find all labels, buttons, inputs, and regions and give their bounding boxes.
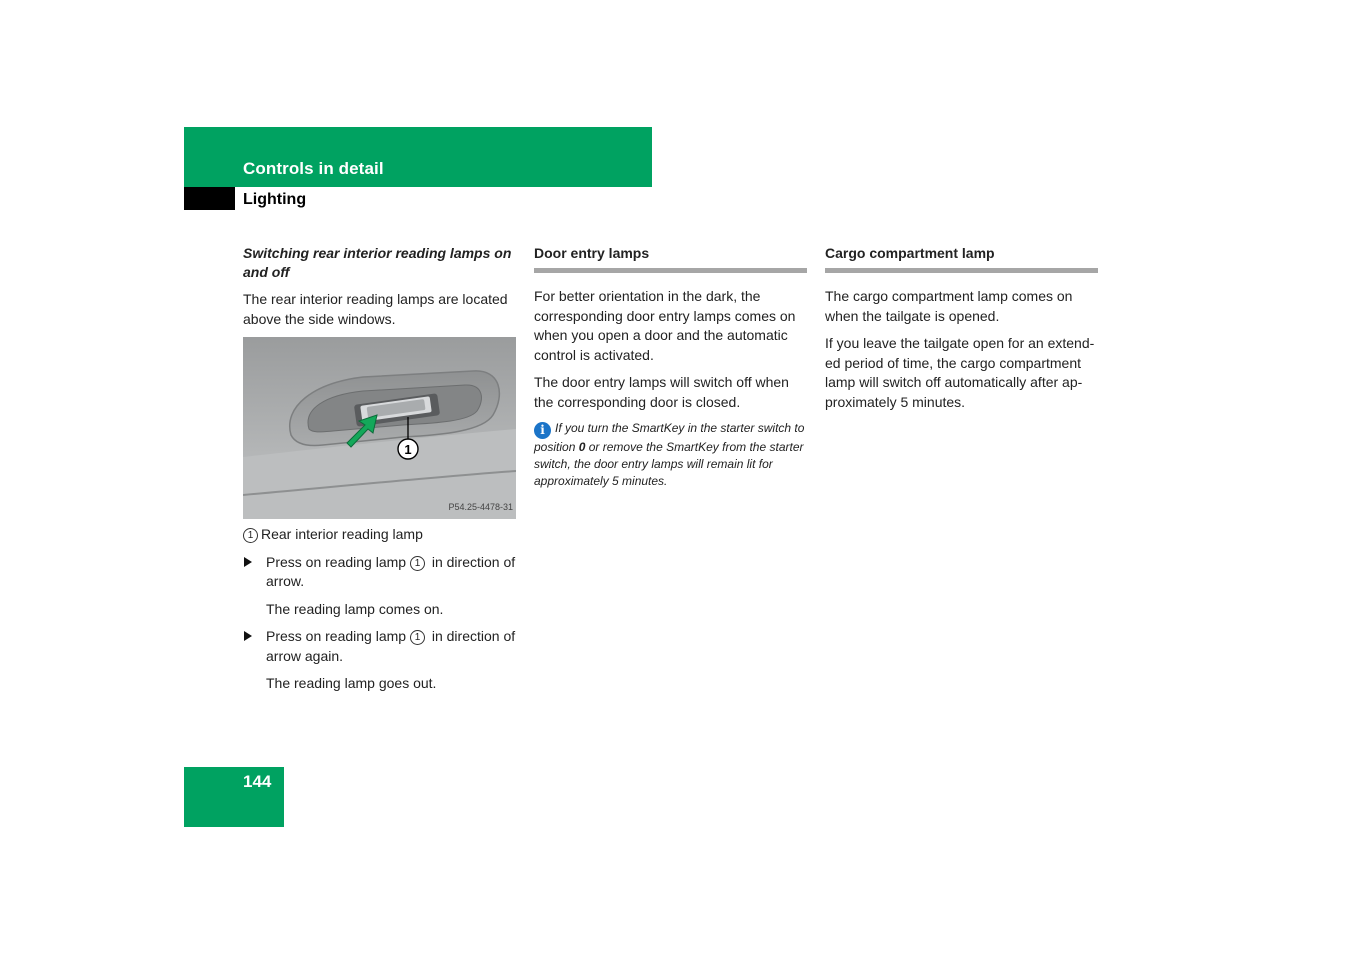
reading-lamps-heading: Switching rear interior reading lamps on and off xyxy=(243,245,512,280)
bullet-triangle-icon xyxy=(244,631,252,641)
page-number: 144 xyxy=(243,772,272,791)
column-cargo-lamp xyxy=(825,244,1098,420)
step-ref-number: 1 xyxy=(410,630,425,645)
door-entry-para1: For better orientation in the dark, the corresponding door entry lamps comes on when you open a door and the automatic control is activated. xyxy=(534,288,796,363)
step-text: Press on reading lamp xyxy=(266,553,407,570)
reading-lamp-photo xyxy=(243,337,516,519)
reading-lamp-illustration xyxy=(243,337,516,519)
note-text: or remove the SmartKey from the starter switch, the door entry lamps will remain lit for approximately 5 minutes. xyxy=(534,440,804,488)
legend-item xyxy=(243,525,518,545)
step-result: The reading lamp comes on. xyxy=(266,600,444,617)
section-title: Controls in detail xyxy=(243,159,384,178)
step-result: The reading lamp goes out. xyxy=(266,675,437,691)
info-icon: i xyxy=(534,422,551,439)
cargo-lamp-para2: If you leave the tailgate open for an extend-ed period of time, the cargo compartment lamp will switch off automatically after ap-proximately 5 minutes. xyxy=(825,335,1095,410)
door-entry-heading: Door entry lamps xyxy=(534,244,807,273)
legend-text: Rear interior reading lamp xyxy=(261,526,423,542)
photo-reference-code: P54.25-4478-31 xyxy=(448,501,513,512)
instruction-step xyxy=(243,553,518,592)
step-text: in direction of arrow again. xyxy=(266,628,516,664)
legend-number: 1 xyxy=(243,528,258,543)
note-position: 0 xyxy=(578,440,586,454)
note-text: If you turn the SmartKey in the starter switch to position xyxy=(534,421,805,454)
cargo-lamp-para1: The cargo compartment lamp comes on when the tailgate is opened. xyxy=(825,288,1073,324)
info-note xyxy=(534,420,807,490)
photo-callout-1: 1 xyxy=(404,442,412,457)
step-text: in direction of arrow. xyxy=(266,553,516,589)
cargo-lamp-heading: Cargo compartment lamp xyxy=(825,244,1098,273)
step-text: Press on reading lamp xyxy=(266,628,407,644)
door-entry-para2: The door entry lamps will switch off when the corresponding door is closed. xyxy=(534,374,789,410)
reading-lamps-intro: The rear interior reading lamps are located above the side windows. xyxy=(243,291,508,327)
column-door-entry-lamps xyxy=(534,244,807,490)
instruction-step xyxy=(243,627,518,666)
bullet-triangle-icon xyxy=(244,557,252,567)
step-ref-number: 1 xyxy=(410,556,425,571)
subsection-title: Lighting xyxy=(243,191,307,208)
column-reading-lamps xyxy=(243,244,518,702)
section-marker xyxy=(184,187,235,210)
